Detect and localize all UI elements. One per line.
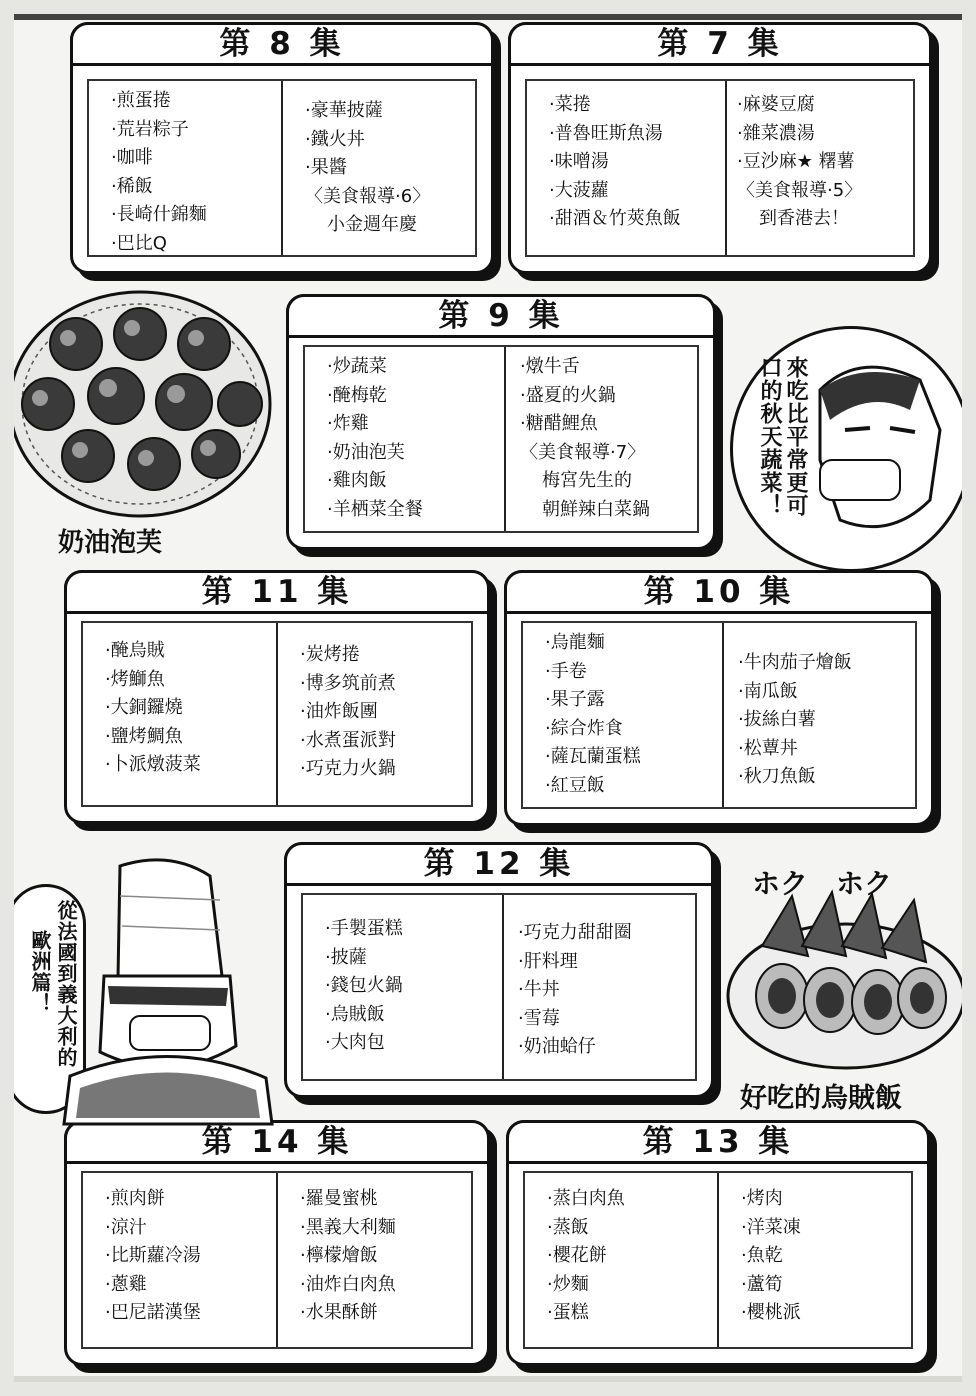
menu-item: ·豪華披薩 [305, 100, 383, 121]
episode-12-menu [301, 893, 697, 1081]
report-heading: 〈美食報導·5〉 [737, 179, 863, 201]
episode-11-title: 第 11 集 [64, 570, 490, 614]
menu-item: ·魚乾 [741, 1245, 783, 1266]
menu-item: ·奶油蛤仔 [518, 1036, 596, 1057]
menu-item: ·烤鰤魚 [105, 668, 165, 690]
menu-item: ·盛夏的火鍋 [520, 384, 616, 406]
menu-item: ·肝料理 [518, 950, 578, 972]
report-heading: 〈美食報導·7〉 [520, 441, 646, 463]
episode-12-left-column [303, 895, 504, 1079]
episode-10-left-column [523, 623, 724, 807]
menu-item: ·醃烏賊 [105, 640, 165, 661]
menu-item: ·巴比Q [111, 232, 167, 254]
episode-11-right-column [278, 623, 471, 805]
menu-item: ·手卷 [545, 660, 587, 682]
episode-13-left-column [525, 1173, 719, 1347]
menu-item: ·煎肉餅 [105, 1188, 165, 1209]
episode-8-menu [87, 79, 477, 257]
menu-item: ·鐵火丼 [305, 128, 365, 150]
episode-10-title: 第 10 集 [504, 570, 934, 614]
menu-item: ·大銅鑼燒 [105, 697, 183, 718]
squid-rice-caption: 好吃的烏賊飯 [740, 1083, 902, 1114]
menu-item: ·巧克力甜甜圈 [518, 922, 632, 943]
menu-item: ·紅豆飯 [545, 774, 605, 796]
menu-item: ·油炸白肉魚 [300, 1273, 396, 1295]
episode-14-title: 第 14 集 [64, 1120, 490, 1164]
menu-item: ·荒岩粽子 [111, 118, 189, 140]
menu-item: ·普魯旺斯魚湯 [549, 122, 663, 144]
menu-item: ·烏賊飯 [325, 1003, 385, 1025]
episode-14-left-column [83, 1173, 278, 1347]
menu-item: ·松蕈丼 [738, 737, 798, 759]
menu-item: ·錢包火鍋 [325, 975, 403, 996]
menu-item: ·炒麵 [547, 1273, 589, 1295]
episode-9-title: 第 9 集 [286, 294, 716, 338]
menu-item: ·南瓜飯 [738, 680, 798, 702]
menu-item: ·麻婆豆腐 [737, 94, 815, 115]
episode-11-box [64, 570, 490, 824]
menu-item: ·水果酥餅 [300, 1302, 378, 1323]
episode-10-right-column [724, 623, 915, 807]
menu-item: ·蛋糕 [547, 1302, 589, 1323]
menu-item: ·燉牛舌 [520, 356, 580, 377]
menu-item: ·烏龍麵 [545, 632, 605, 653]
menu-item: ·炭烤捲 [300, 644, 360, 665]
menu-item: ·手製蛋糕 [325, 918, 403, 939]
episode-13-title: 第 13 集 [506, 1120, 930, 1164]
menu-item: ·煎蛋捲 [111, 90, 171, 111]
menu-item: ·咖啡 [111, 147, 153, 168]
menu-item: ·蘆筍 [741, 1273, 783, 1295]
episode-9-left-column [305, 347, 506, 531]
page-bottom-edge [0, 1376, 976, 1396]
menu-item: ·牛丼 [518, 979, 560, 1000]
episode-10-menu [521, 621, 917, 809]
menu-item: ·檸檬燴飯 [300, 1245, 378, 1266]
menu-item: ·羅曼蜜桃 [300, 1188, 378, 1209]
episode-8-left-column [89, 81, 283, 255]
menu-item: ·菜捲 [549, 94, 591, 115]
report-title: 朝鮮辣白菜鍋 [542, 498, 650, 520]
chef-face-illustration [800, 350, 950, 550]
episode-12-box [284, 842, 714, 1098]
episode-8-box [70, 22, 494, 274]
menu-item: ·巴尼諾漢堡 [105, 1302, 201, 1323]
menu-item: ·果醬 [305, 157, 347, 178]
episode-9-box [286, 294, 716, 550]
menu-item: ·味噌湯 [549, 151, 609, 172]
episode-8-title: 第 8 集 [70, 22, 494, 66]
episode-7-box [508, 22, 932, 274]
episode-11-menu [81, 621, 473, 807]
menu-item: ·披薩 [325, 946, 367, 968]
menu-item: ·秋刀魚飯 [738, 766, 816, 787]
menu-item: ·蒸飯 [547, 1216, 589, 1238]
menu-item: ·卜派燉菠菜 [105, 754, 201, 775]
menu-item: ·果子露 [545, 689, 605, 710]
episode-8-right-column [283, 81, 475, 255]
page-top-edge [0, 0, 976, 20]
menu-item: ·黑義大利麵 [300, 1216, 396, 1238]
episode-7-menu [525, 79, 915, 257]
menu-item: ·雪莓 [518, 1007, 560, 1029]
episode-13-right-column [719, 1173, 911, 1347]
episode-14-box [64, 1120, 490, 1366]
menu-item: ·洋菜凍 [741, 1216, 801, 1238]
report-heading: 〈美食報導·6〉 [305, 185, 431, 207]
menu-item: ·雜菜濃湯 [737, 122, 815, 144]
episode-11-left-column [83, 623, 278, 805]
menu-item: ·長崎什錦麵 [111, 204, 207, 225]
episode-13-box [506, 1120, 930, 1366]
menu-item: ·牛肉茄子燴飯 [738, 652, 852, 673]
autumn-bubble-line-1: 來吃比平常更可 [783, 356, 808, 517]
menu-item: ·鹽烤鯛魚 [105, 725, 183, 747]
episode-9-right-column [506, 347, 697, 531]
menu-item: ·糖醋鯉魚 [520, 413, 598, 434]
episode-9-menu [303, 345, 699, 533]
menu-item: ·炸雞 [327, 413, 369, 434]
episode-12-right-column [504, 895, 695, 1079]
menu-item: ·稀飯 [111, 175, 153, 197]
menu-item: ·拔絲白薯 [738, 709, 816, 730]
episode-10-box [504, 570, 934, 826]
menu-item: ·醃梅乾 [327, 384, 387, 406]
menu-item: ·大菠蘿 [549, 179, 609, 201]
episode-13-menu [523, 1171, 913, 1349]
menu-item: ·烤肉 [741, 1188, 783, 1209]
chef-portrait-illustration [60, 856, 276, 1126]
episode-7-title: 第 7 集 [508, 22, 932, 66]
menu-item: ·羊栖菜全餐 [327, 498, 423, 520]
menu-item: ·甜酒＆竹莢魚飯 [549, 208, 681, 229]
report-title: 到香港去！ [759, 208, 849, 229]
cream-puff-illustration [4, 286, 276, 522]
menu-item: ·綜合炸食 [545, 717, 623, 739]
episode-14-menu [81, 1171, 473, 1349]
episode-14-right-column [278, 1173, 471, 1347]
menu-item: ·櫻桃派 [741, 1302, 801, 1323]
menu-item: ·奶油泡芙 [327, 441, 405, 463]
europe-bubble-line-2: 歐洲篇！ [28, 930, 52, 1014]
report-title: 梅宮先生的 [542, 470, 632, 491]
episode-12-title: 第 12 集 [284, 842, 714, 886]
europe-bubble-line-1: 從法國到義大利的 [54, 900, 78, 1068]
menu-item: ·巧克力火鍋 [300, 758, 396, 779]
menu-item: ·水煮蛋派對 [300, 729, 396, 751]
autumn-bubble-line-2: 口的秋天蔬菜！ [757, 356, 782, 517]
episode-7-left-column [527, 81, 727, 255]
menu-item: ·蔥雞 [105, 1273, 147, 1295]
menu-item: ·比斯蘿冷湯 [105, 1245, 201, 1266]
cream-puff-caption: 奶油泡芙 [58, 528, 163, 558]
menu-item: ·櫻花餅 [547, 1245, 607, 1266]
menu-item: ·薩瓦蘭蛋糕 [545, 746, 641, 767]
menu-item: ·油炸飯團 [300, 701, 378, 722]
menu-item: ·雞肉飯 [327, 470, 387, 491]
menu-item: ·蒸白肉魚 [547, 1188, 625, 1209]
episode-7-right-column [727, 81, 913, 255]
menu-item: ·涼汁 [105, 1216, 147, 1238]
menu-item: ·炒蔬菜 [327, 356, 387, 377]
report-title: 小金週年慶 [327, 214, 417, 235]
menu-item: ·豆沙麻★ 糬薯 [737, 151, 855, 172]
menu-item: ·大肉包 [325, 1032, 385, 1053]
hoku-sound-effect: ホク ホク [752, 867, 893, 900]
menu-item: ·博多筑前煮 [300, 672, 396, 694]
squid-rice-illustration [722, 876, 970, 1076]
